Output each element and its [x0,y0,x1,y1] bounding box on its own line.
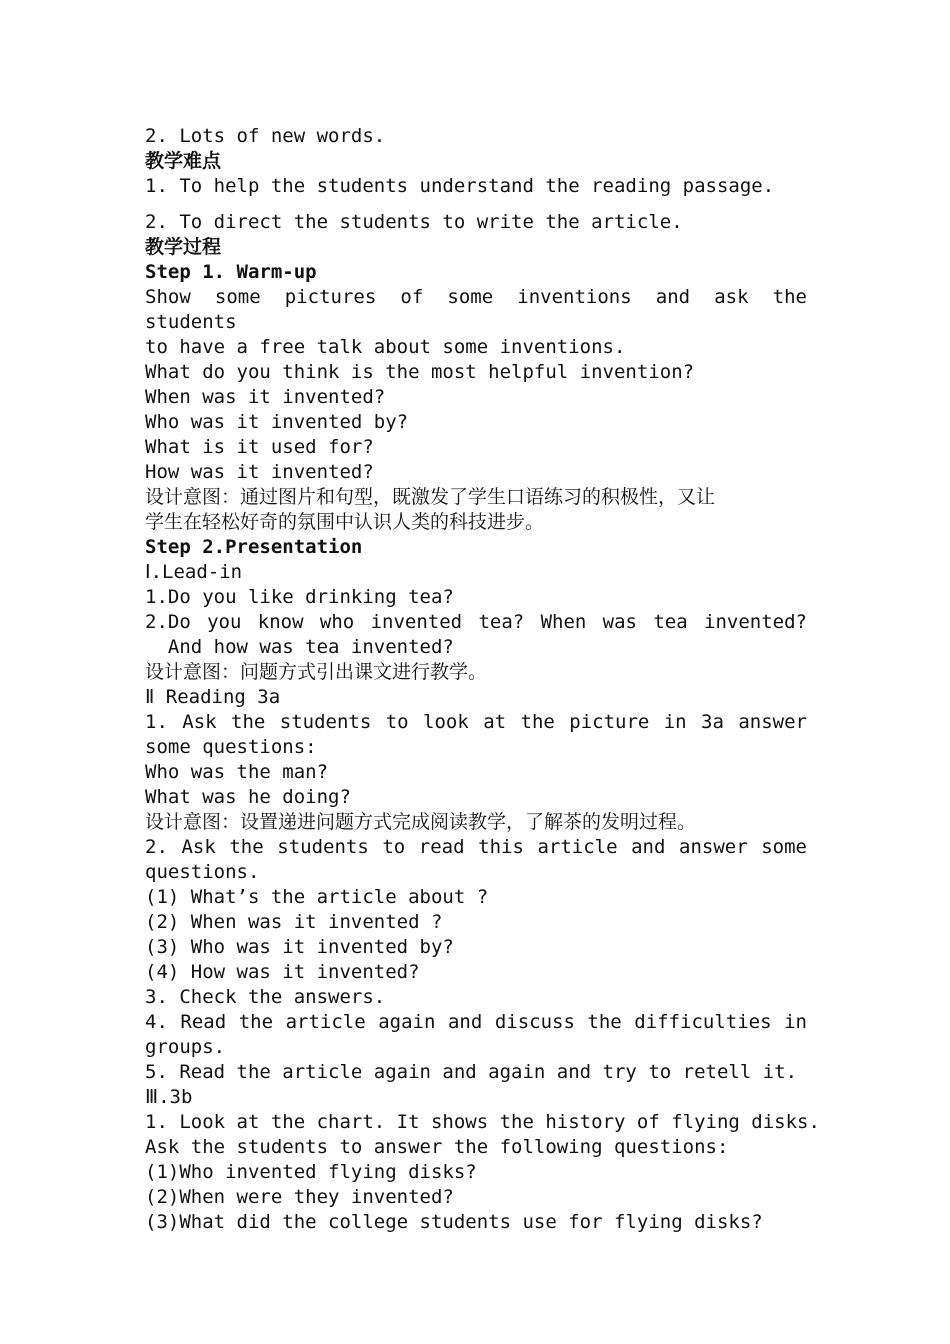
body-line: to have a free talk about some inventions. [145,336,626,358]
question-line: (1)Who invented flying disks? [145,1161,477,1183]
body-line: questions. [145,861,260,883]
question-line: (4) How was it invented? [145,961,420,983]
body-line: Ask the students to answer the following questions: [145,1136,729,1158]
step-1-title: Step 1. Warm-up [145,261,317,283]
subsection-3b: Ⅲ.3b [145,1086,193,1108]
document-page [145,124,820,1235]
key-point-2: 2. Lots of new words. [145,125,386,147]
question-line: What do you think is the most helpful invention? [145,361,695,383]
step-2-title: Step 2.Presentation [145,536,363,558]
subsection-lead-in: Ⅰ.Lead-in [145,561,243,583]
body-line: Show some pictures of some inventions and ask the students [145,286,807,333]
question-line: (1) What’s the article about ? [145,886,489,908]
question-line: What was he doing? [145,786,351,808]
question-line: (3) Who was it invented by? [145,936,454,958]
body-line: some questions: [145,736,317,758]
question-line: And how was tea invented? [145,636,454,658]
question-line: 1.Do you like drinking tea? [145,586,454,608]
body-line: groups. [145,1036,226,1058]
body-line: 2. Ask the students to read this article and answer some [145,836,807,858]
body-line: 4. Read the article again and discuss the difficulties in [145,1011,807,1033]
section-heading-difficulties: 教学难点 [145,150,222,172]
question-line: (2)When were they invented? [145,1186,454,1208]
question-line: (3)What did the college students use for flying disks? [145,1211,763,1233]
question-line: When was it invented? [145,386,386,408]
design-intent-line: 设计意图：通过图片和句型，既激发了学生口语练习的积极性，又让 [145,486,716,508]
question-line: Who was the man? [145,761,329,783]
question-line: 2.Do you know who invented tea? When was tea invented? [145,611,807,633]
body-line: 1. Look at the chart. It shows the history of flying disks. [145,1111,820,1133]
body-line: 5. Read the article again and again and try to retell it. [145,1061,798,1083]
section-heading-process: 教学过程 [145,236,222,258]
body-line: 1. Ask the students to look at the picture in 3a answer [145,711,807,733]
difficulty-2: 2. To direct the students to write the article. [145,211,683,233]
question-line: What is it used for? [145,436,374,458]
difficulty-1: 1. To help the students understand the reading passage. [145,175,775,197]
design-intent-line: 学生在轻松好奇的氛围中认识人类的科技进步。 [145,511,545,533]
question-line: Who was it invented by? [145,411,409,433]
question-line: How was it invented? [145,461,374,483]
question-line: (2) When was it invented ? [145,911,443,933]
subsection-reading-3a: Ⅱ Reading 3a [145,686,281,708]
design-intent-line: 设计意图：设置递进问题方式完成阅读教学，了解茶的发明过程。 [145,811,697,833]
design-intent-line: 设计意图：问题方式引出课文进行教学。 [145,661,488,683]
body-line: 3. Check the answers. [145,986,386,1008]
